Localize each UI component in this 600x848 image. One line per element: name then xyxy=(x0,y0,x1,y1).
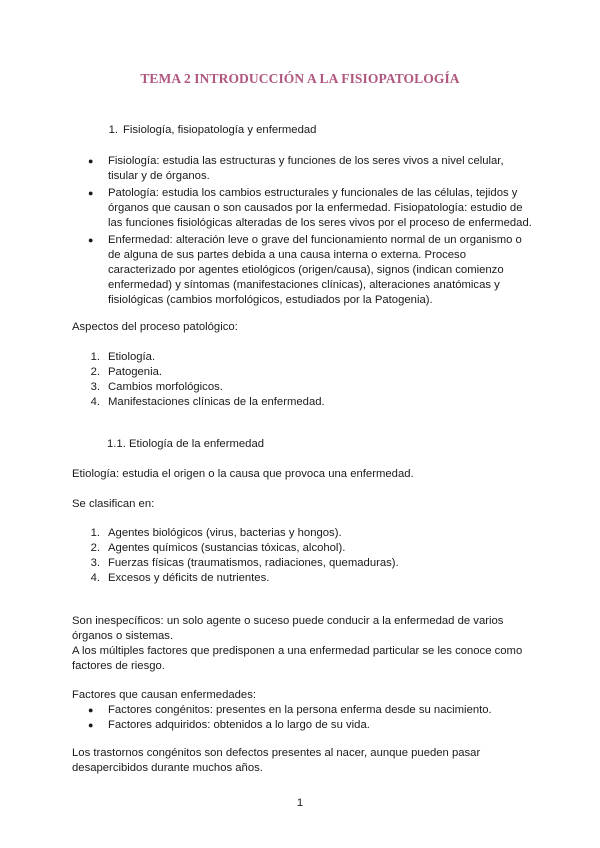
definition-line: enfermedad) y síntomas (manifestaciones clínicas), alteraciones anatómicas y xyxy=(108,279,500,291)
definition-line: Enfermedad: alteración leve o grave del funcionamiento normal de un organismo o xyxy=(108,234,522,246)
section-number: 1. xyxy=(108,124,118,136)
definition-line: de alguna de sus partes debida a una causa interna o externa. Proceso xyxy=(108,249,466,261)
paragraph-line: órganos o sistemas. xyxy=(72,630,174,642)
definition-line: caracterizado por agentes etiológicos (origen/causa), signos (indican comienzo xyxy=(108,264,504,276)
bullet-icon: ● xyxy=(88,720,94,730)
definition-line: Patología: estudia los cambios estructurales y funcionales de las células, tejidos y xyxy=(108,187,518,199)
section-heading: Fisiología, fisiopatología y enfermedad xyxy=(123,124,317,136)
bullet-icon: ● xyxy=(88,156,94,166)
list-number: 2. xyxy=(90,542,100,554)
classify-intro: Se clasifican en: xyxy=(72,498,155,510)
paragraph-line: Los trastornos congénitos son defectos presentes al nacer, aunque pueden pasar xyxy=(72,747,481,759)
bullet-icon: ● xyxy=(88,188,94,198)
list-number: 2. xyxy=(90,366,100,378)
list-item: Excesos y déficits de nutrientes. xyxy=(108,572,270,584)
list-item: Fuerzas físicas (traumatismos, radiaciones, quemaduras). xyxy=(108,557,399,569)
list-number: 3. xyxy=(90,557,100,569)
factor-item: Factores congénitos: presentes en la persona enferma desde su nacimiento. xyxy=(108,704,492,716)
factor-item: Factores adquiridos: obtenidos a lo largo de su vida. xyxy=(108,719,370,731)
definition-line: fisiológicas (cambios morfológicos, estudiados por la Patogenia). xyxy=(108,294,433,306)
definition-line: las funciones fisiológicas alteradas de los seres vivos por el proceso de enfermedad. xyxy=(108,217,532,229)
paragraph-line: Son inespecíficos: un solo agente o suceso puede conducir a la enfermedad de varios xyxy=(72,615,504,627)
list-item: Patogenia. xyxy=(108,366,163,378)
definition-line: órganos que causan o son causados por la enfermedad. Fisiopatología: estudio de xyxy=(108,202,523,214)
page-number: 1 xyxy=(296,797,304,809)
paragraph-line: factores de riesgo. xyxy=(72,660,165,672)
list-number: 1. xyxy=(90,351,100,363)
list-item: Agentes biológicos (virus, bacterias y hongos). xyxy=(108,527,342,539)
etiology-definition: Etiología: estudia el origen o la causa que provoca una enfermedad. xyxy=(72,468,414,480)
list-number: 1. xyxy=(90,527,100,539)
list-item: Manifestaciones clínicas de la enfermedad. xyxy=(108,396,325,408)
list-item: Agentes químicos (sustancias tóxicas, alcohol). xyxy=(108,542,346,554)
page-title: TEMA 2 INTRODUCCIÓN A LA FISIOPATOLOGÍA xyxy=(140,71,460,86)
factors-intro: Factores que causan enfermedades: xyxy=(72,689,256,701)
aspects-intro: Aspectos del proceso patológico: xyxy=(72,321,238,333)
paragraph-line: desapercibidos durante muchos años. xyxy=(72,762,263,774)
subsection-heading: 1.1. Etiología de la enfermedad xyxy=(107,438,265,450)
list-item: Cambios morfológicos. xyxy=(108,381,223,393)
list-item: Etiología. xyxy=(108,351,156,363)
definition-line: tisular y de órganos. xyxy=(108,170,210,182)
bullet-icon: ● xyxy=(88,235,94,245)
definition-line: Fisiología: estudia las estructuras y funciones de los seres vivos a nivel celular, xyxy=(108,155,504,167)
list-number: 4. xyxy=(90,572,100,584)
paragraph-line: A los múltiples factores que predisponen a una enfermedad particular se les conoce como xyxy=(72,645,523,657)
list-number: 4. xyxy=(90,396,100,408)
list-number: 3. xyxy=(90,381,100,393)
bullet-icon: ● xyxy=(88,705,94,715)
